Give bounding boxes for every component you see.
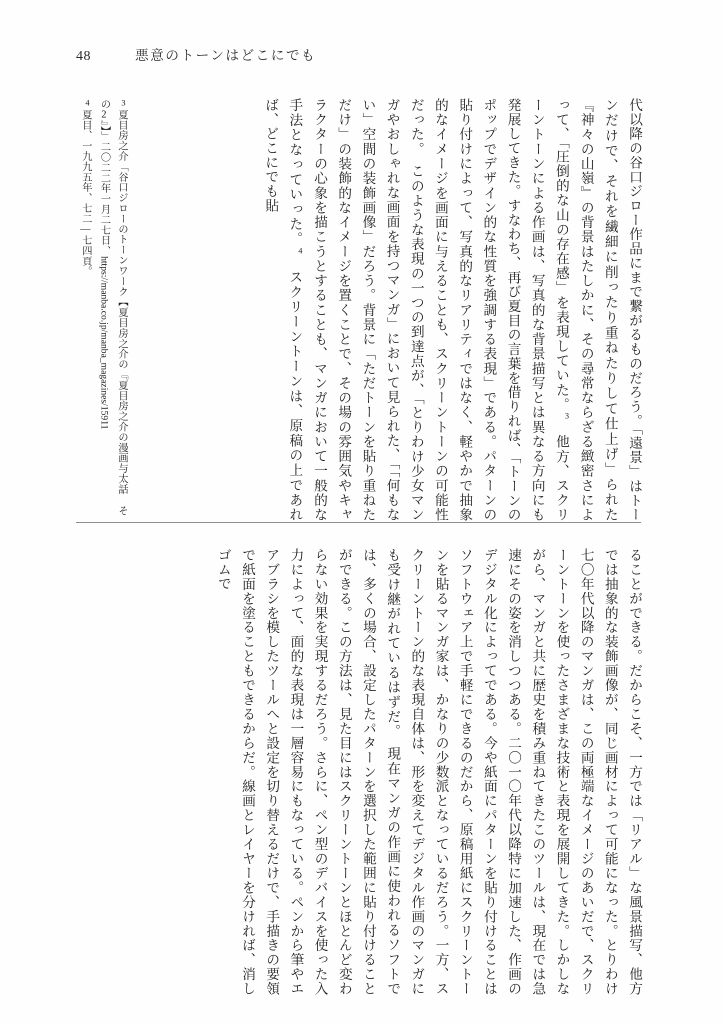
body-paragraph-2: 他方、スクリーントーンによる作画は、写真的な背景描写とは異なる方向にも発展してきた。すなわち、再び夏目の言葉を借りれば、「トーンのポップでデザイン的な性質を強調する表現」である。パターンの貼り付けによって、写真的なリアリティではなく、軽やかで抽象的なイメージを画面に与えることも、スクリーントーンの可能性だった。 (408, 98, 569, 522)
footnote-ref-3[interactable]: 3 (564, 411, 569, 420)
body-paragraph-6: 現在マンガの作画に使われるソフトでは、多くの場合、設定したパターンを選択した範囲に貼り付けることができる。この方法は、見た目にはスクリーントーンとほとんど変わらない効果を実現するだろう。さらに、ペン型のデバイスを使った入力によって、面的な表現は一層容易にもなっている。ペンから筆やエアブラシを模したツールへと設定を切り替えるだけで、手描きの要領で紙面を塗ることもできるからだ。線画とレイヤーを分ければ、消しゴムで (215, 548, 401, 996)
body-paragraph-4: スクリーントーンは、原稿の上であれば、どこにでも貼 (263, 98, 303, 522)
footnote-ref-4[interactable]: 4 (298, 246, 303, 255)
footnote-item-4 (76, 99, 94, 519)
body-text-upper (138, 98, 646, 522)
page-folio-number: 48 (76, 49, 92, 64)
footnote-text-3: 夏目房之介「谷口ジローのトーンワーク【夏目房之介の『夏目房之介の漫画与太話 その2』】」二〇二二年一月二七日、 (98, 99, 127, 516)
body-paragraph-3: このような表現の一つの到達点が、「とりわけ少女マンガやおしゃれな画面を持つマンガ」において見られた、「「何もない」空間の装飾画像」だろう。背景に「ただトーンを貼り重ねただけ」の装飾的なイメージを置くことで、その場の雰囲気やキャラクターの心象を描こうとすることも、マンガにおいて一般的な手法となっていった。 (287, 98, 424, 523)
running-head-chapter-title: 悪意のトーンはどこにでも (135, 48, 317, 63)
footnote-number-4: 4 (85, 99, 90, 108)
footnote-item-3 (95, 99, 130, 519)
footnote-url-3[interactable]: https://manba.co.jp/manba_magazines/15911 (98, 256, 110, 430)
footnote-number-3: 3 (121, 99, 126, 108)
footnote-text-4: 夏目、一九九五年、七二―七四頁。 (79, 109, 91, 277)
running-head (76, 44, 646, 68)
footnote-separator-rule (76, 522, 641, 523)
footnote-list (72, 99, 130, 519)
body-text-lower (68, 548, 646, 996)
body-paragraph-5: ることができる。だからこそ、一方では「リアル」な風景描写、他方では抽象的な装飾画像が、同じ画材によって可能になった。とりわけ七〇年代以降のマンガは、この両極端なイメージのあいだで、スクリーントーンを使ったさまざまな技術と表現を展開してきた。しかしながら、マンガと共に歴史を積み重ねてきたこのツールは、現在では急速にその姿を消しつつある。二〇一〇年代以降特に加速した、作画のデジタル化によってである。今や紙面にパターンを貼り付けることはソフトウェア上で手軽にできるのだから、原稿用紙にスクリーントーンを貼るマンガ家は、かなりの少数派となっているだろう。一方、スクリーントーン的な表現自体は、形を変えてデジタル作画のマンガにも受け継がれているはずだ。 (385, 548, 642, 996)
body-paragraph-1: 代以降の谷口ジロー作品にまで繋がるものだろう。「遠景」はトーンだけで、それを繊細に削ったり重ねたりして仕上げ」られた『神々の山嶺』の背景はたしかに、その尋常ならざる緻密さによって、「圧倒的な山の存在感」を表現していた。 (553, 98, 642, 522)
